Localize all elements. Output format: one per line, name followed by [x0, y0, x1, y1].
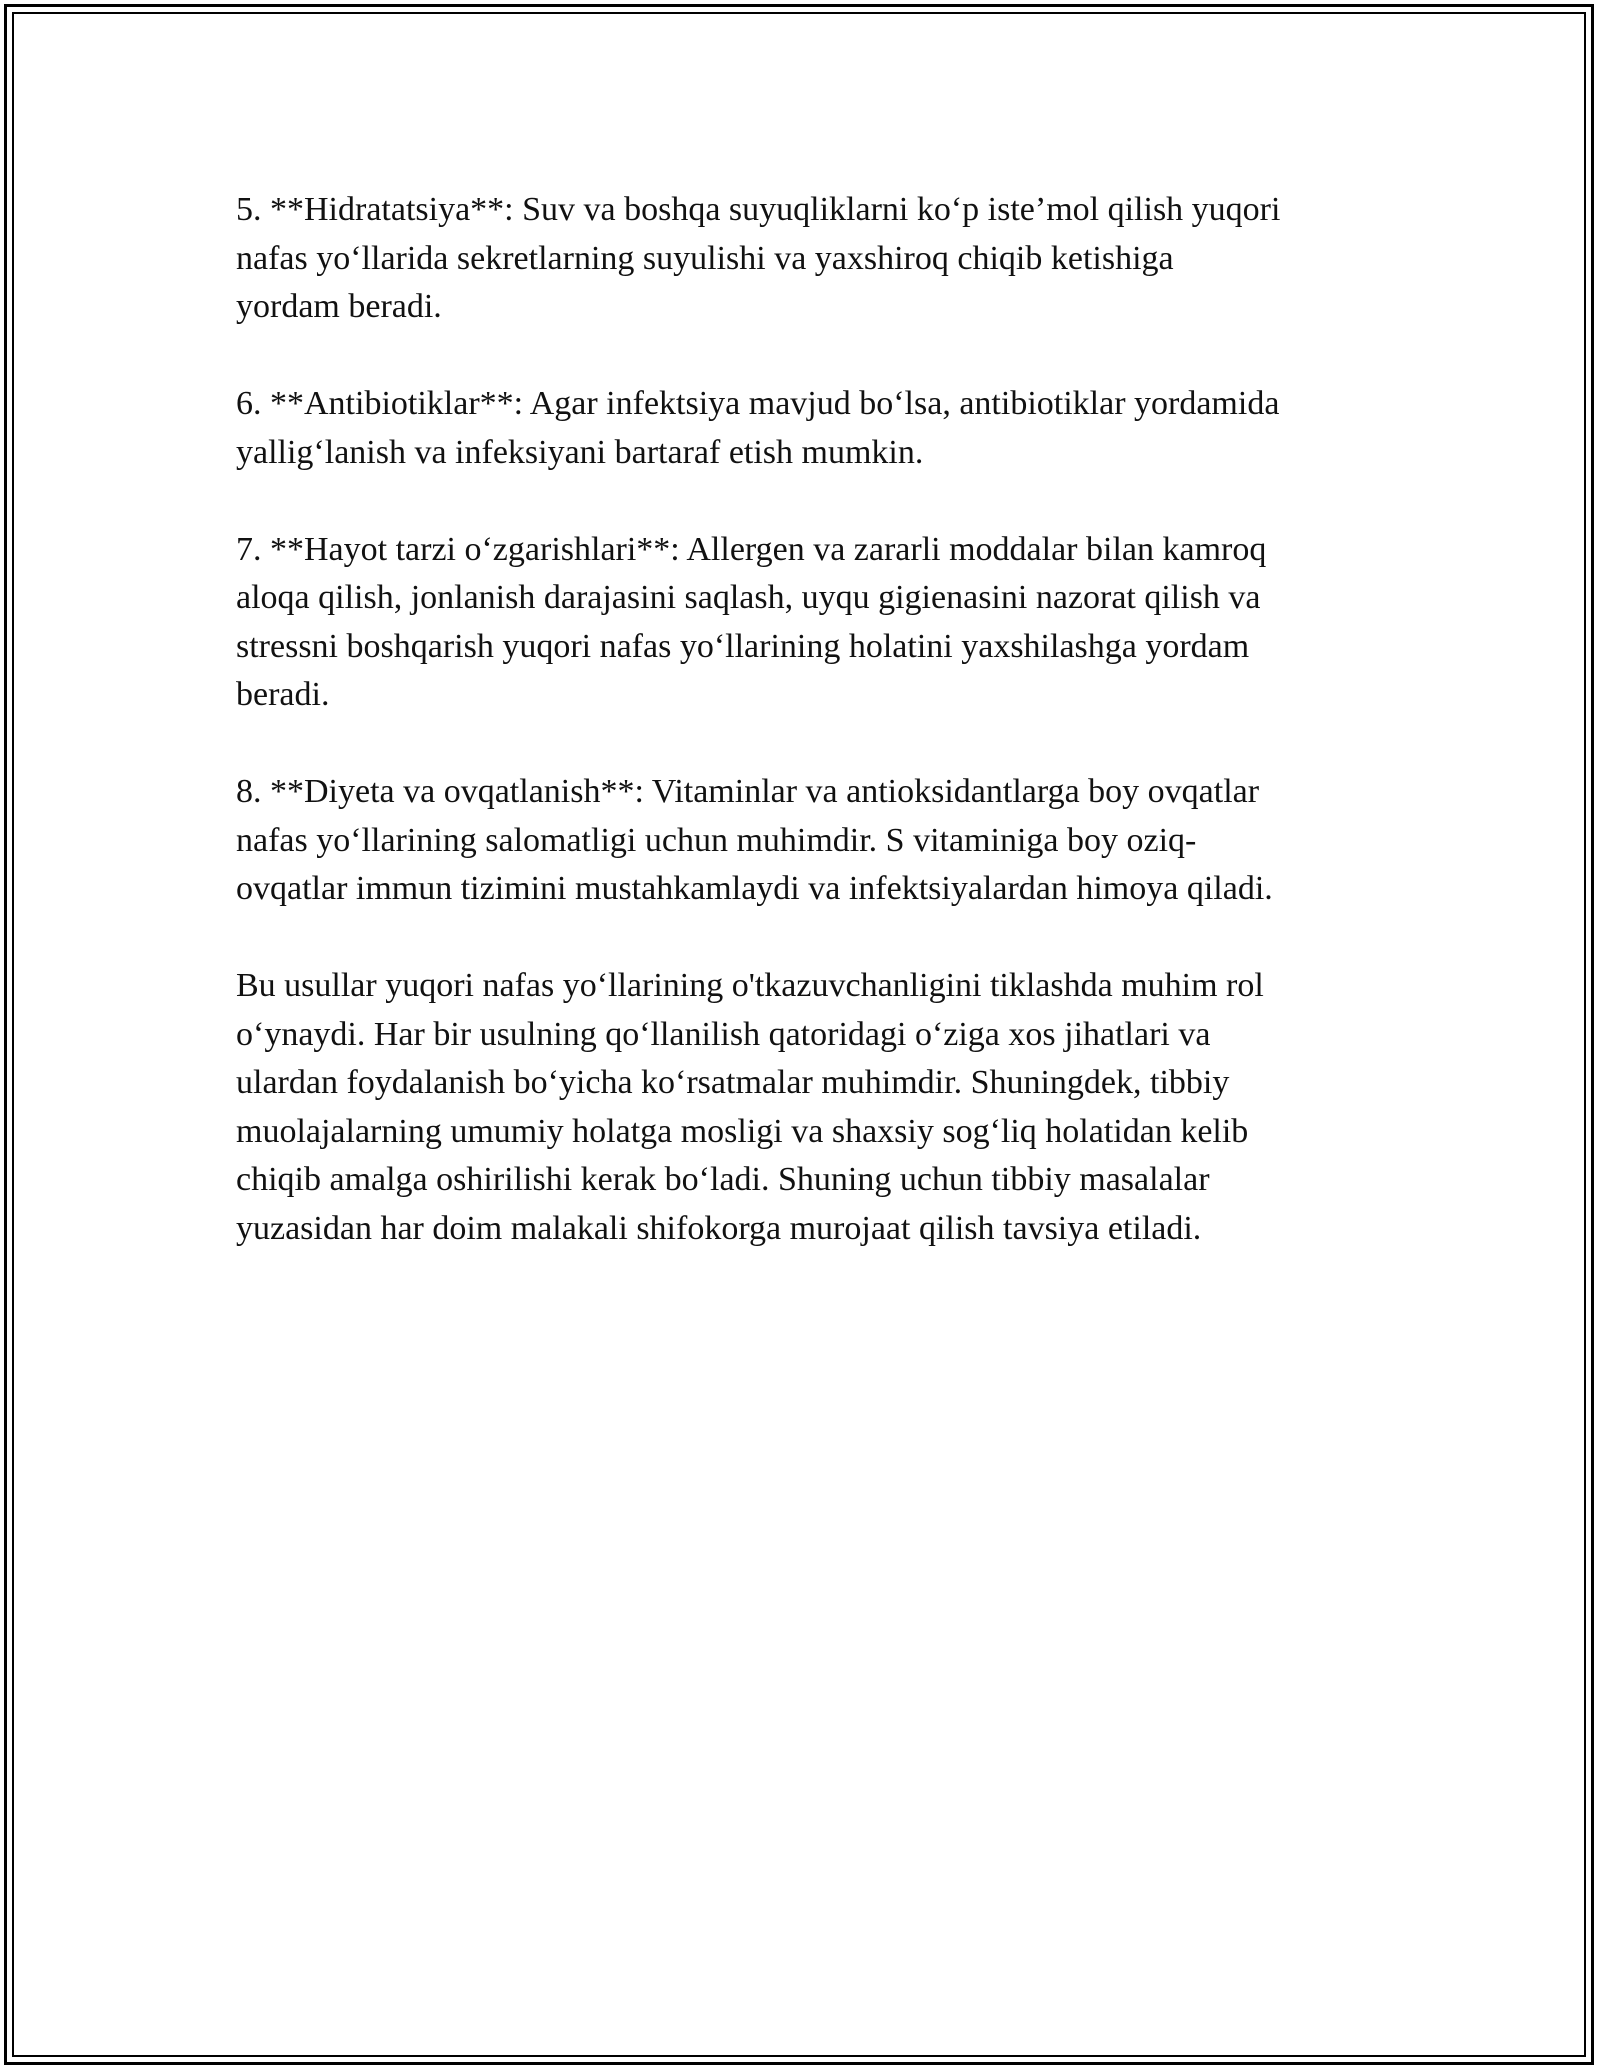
text-line: muolajalarning umumiy holatga mosligi va shaxsiy sog‘liq holatidan kelib: [236, 1112, 1249, 1150]
text-line: 8. **Diyeta va ovqatlanish**: Vitaminlar va antioksidantlarga boy ovqatlar: [236, 773, 1260, 810]
text-line: beradi.: [236, 676, 330, 713]
text-line: Bu usullar yuqori nafas yo‘llarining o'tkazuvchanligini tiklashda muhim rol: [236, 967, 1264, 1004]
paragraph-lifestyle-changes: [236, 526, 1366, 720]
text-line: ulardan foydalanish bo‘yicha ko‘rsatmalar muhimdir. Shuningdek, tibbiy: [236, 1064, 1230, 1101]
text-line: ovqatlar immun tizimini mustahkamlaydi va infektsiyalardan himoya qiladi.: [236, 870, 1273, 907]
paragraph-diet-nutrition: [236, 768, 1366, 914]
text-line: nafas yo‘llarining salomatligi uchun muhimdir. S vitaminiga boy oziq-: [236, 821, 1197, 859]
text-line: nafas yo‘llarida sekretlarning suyulishi va yaxshiroq chiqib ketishiga: [236, 239, 1174, 277]
text-line: chiqib amalga oshirilishi kerak bo‘ladi. Shuning uchun tibbiy masalalar: [236, 1161, 1210, 1198]
text-line: stressni boshqarish yuqori nafas yo‘llarining holatini yaxshilashga yordam: [236, 627, 1250, 665]
paragraph-conclusion: [236, 962, 1366, 1253]
text-line: yuzasidan har doim malakali shifokorga murojaat qilish tavsiya etiladi.: [236, 1209, 1202, 1247]
document-body: [236, 186, 1366, 1302]
text-line: 7. **Hayot tarzi o‘zgarishlari**: Allergen va zararli moddalar bilan kamroq: [236, 530, 1267, 568]
text-line: 5. **Hidratatsiya**: Suv va boshqa suyuqliklarni ko‘p iste’mol qilish yuqori: [236, 191, 1281, 228]
text-line: aloqa qilish, jonlanish darajasini saqlash, uyqu gigienasini nazorat qilish va: [236, 579, 1261, 616]
paragraph-antibiotics: [236, 380, 1366, 477]
text-line: o‘ynaydi. Har bir usulning qo‘llanilish qatoridagi o‘ziga xos jihatlari va: [236, 1015, 1211, 1053]
paragraph-hydration: [236, 186, 1366, 332]
text-line: yallig‘lanish va infeksiyani bartaraf etish mumkin.: [236, 433, 924, 471]
text-line: yordam beradi.: [236, 288, 442, 325]
text-line: 6. **Antibiotiklar**: Agar infektsiya mavjud bo‘lsa, antibiotiklar yordamida: [236, 385, 1280, 422]
